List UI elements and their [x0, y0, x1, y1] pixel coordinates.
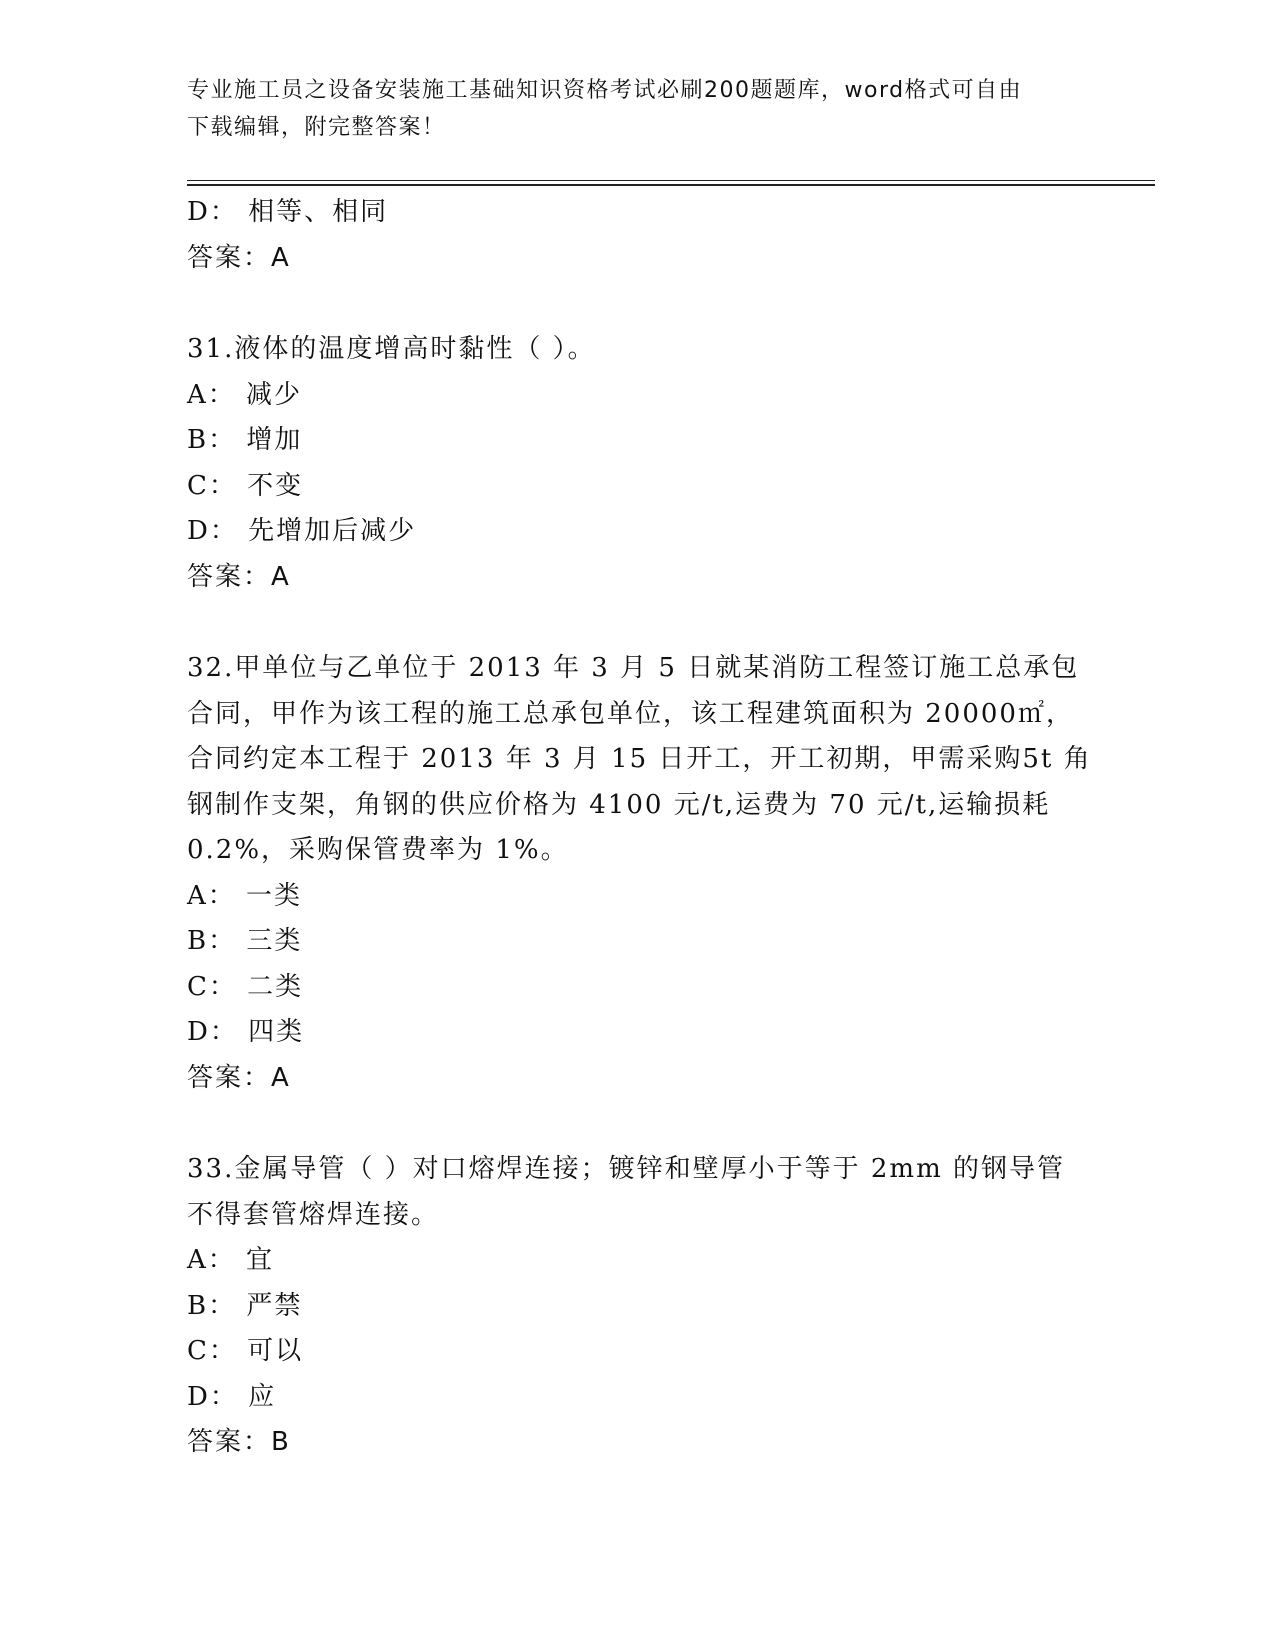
answer: 答案：A [187, 561, 291, 592]
question-stem-line: 钢制作支架，角钢的供应价格为 4100 元/t,运费为 70 元/t,运输损耗 [187, 789, 1051, 820]
option-d: D： 应 [187, 1381, 277, 1412]
option-a: A： 减少 [187, 379, 303, 410]
option-c: C： 二类 [187, 971, 304, 1002]
option-a: A： 一类 [187, 880, 303, 911]
spacer [187, 281, 1087, 327]
header-divider-thick [187, 184, 1155, 186]
answer: 答案：A [187, 1062, 291, 1093]
question-content [187, 190, 1092, 1466]
option-d: D： 先增加后减少 [187, 516, 417, 546]
answer: 答案：B [187, 1427, 291, 1457]
header-line-2: 下载编辑，附完整答案！ [187, 115, 446, 140]
option-b: B： 三类 [187, 926, 303, 956]
question-stem-line: 合同，甲作为该工程的施工总承包单位，该工程建筑面积为 20000㎡， [187, 698, 1074, 729]
option-b: B： 增加 [187, 425, 303, 455]
option-a: A： 宜 [187, 1245, 275, 1275]
question-stem-line: 0.2%，采购保管费率为 1%。 [187, 835, 569, 865]
header-line-1: 专业施工员之设备安装施工基础知识资格考试必刷200题题库，word格式可自由 [187, 78, 1023, 103]
option-c: C： 可以 [187, 1336, 304, 1366]
question-stem-line: 合同约定本工程于 2013 年 3 月 15 日开工，开工初期，甲需采购5t 角 [187, 744, 1092, 774]
question-stem: 31.液体的温度增高时黏性（ ）。 [187, 334, 596, 364]
document-header [187, 72, 1067, 146]
option-b: B： 严禁 [187, 1290, 303, 1321]
question-33 [187, 1147, 1087, 1466]
question-stem-line: 33.金属导管（ ）对口熔焊连接；镀锌和壁厚小于等于 2mm 的钢导管 [187, 1154, 1065, 1184]
prev-option-d: D： 相等、相同 [187, 197, 389, 227]
question-31 [187, 327, 1087, 600]
option-c: C： 不变 [187, 470, 304, 501]
spacer [187, 600, 1087, 646]
spacer [187, 1101, 1087, 1147]
question-stem-line: 不得套管熔焊连接。 [187, 1199, 440, 1230]
question-32 [187, 646, 1092, 1101]
option-d: D： 四类 [187, 1017, 305, 1047]
question-stem-line: 32.甲单位与乙单位于 2013 年 3 月 5 日就某消防工程签订施工总承包 [187, 653, 1080, 683]
prev-answer: 答案：A [187, 242, 291, 273]
header-divider-thin [187, 180, 1155, 181]
